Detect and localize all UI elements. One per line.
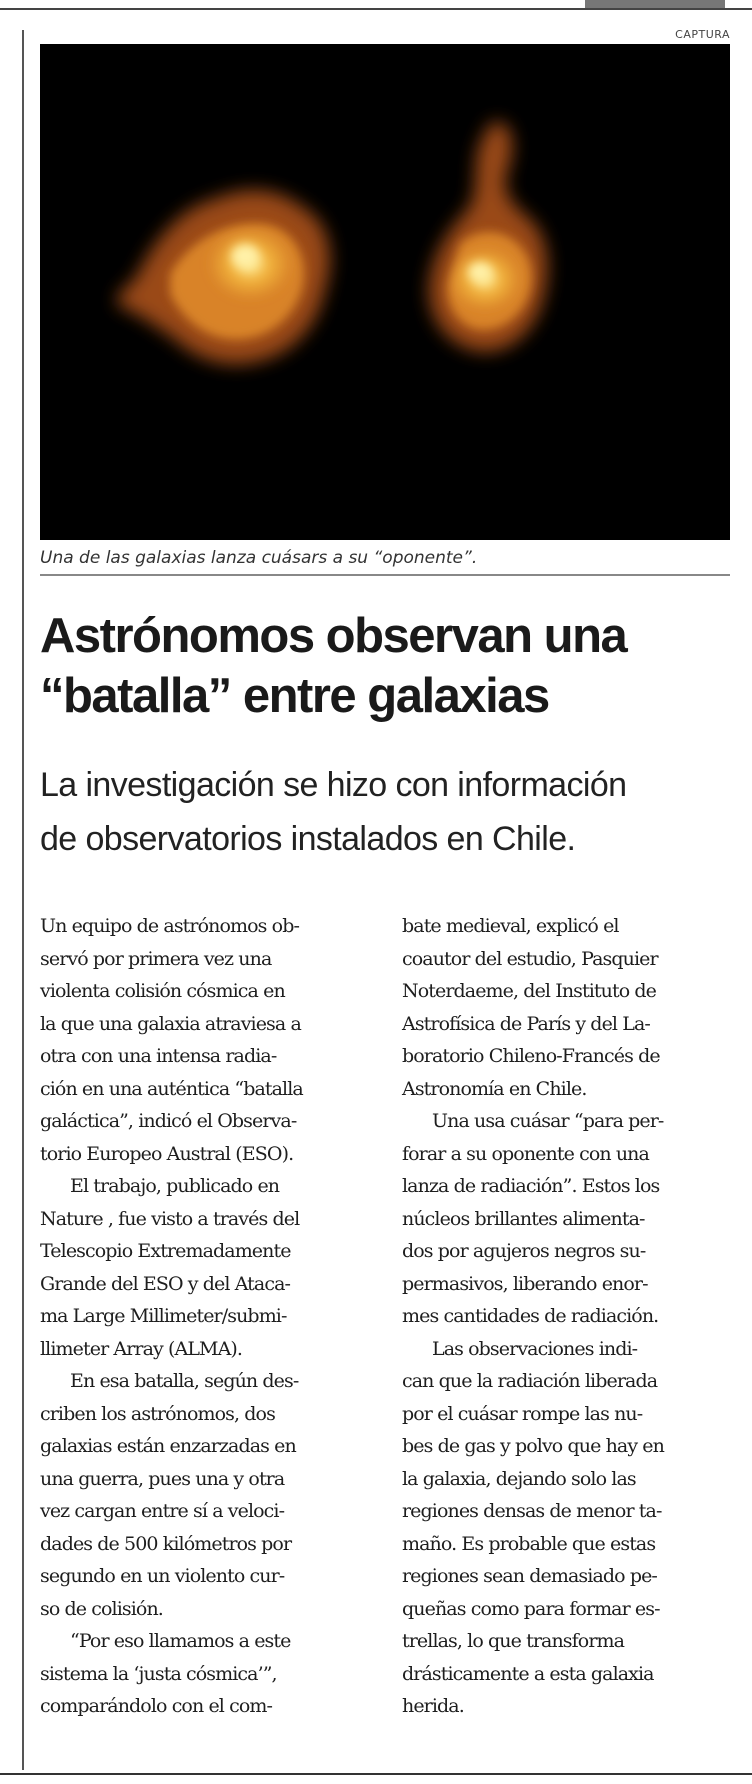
body-line: violenta colisión cósmica en: [40, 980, 285, 1002]
body-line: llimeter Array (ALMA).: [40, 1337, 243, 1360]
body-line: Un equipo de astrónomos ob-: [40, 915, 299, 937]
body-line: coautor del estudio, Pasquier: [402, 947, 658, 970]
body-line: Noterdaeme, del Instituto de: [402, 980, 657, 1002]
body-line: can que la radiación liberada: [402, 1370, 658, 1392]
photo-caption: Una de las galaxias lanza cuásars a su “oponente”.: [40, 548, 478, 568]
body-line: ción en una auténtica “batalla: [40, 1077, 303, 1100]
subheadline-line: de observatorios instalados en Chile.: [40, 820, 576, 858]
body-line: regiones sean demasiado pe-: [402, 1565, 657, 1587]
body-line: comparándolo con el com-: [40, 1695, 273, 1717]
top-rule-mark: [585, 0, 725, 8]
body-line: segundo en un violento cur-: [40, 1565, 285, 1587]
body-line: bate medieval, explicó el: [402, 915, 619, 937]
body-line: boratorio Chileno-Francés de: [402, 1045, 660, 1067]
body-line: dades de 500 kilómetros por: [40, 1532, 292, 1555]
headline: [40, 606, 740, 726]
body-line: la que una galaxia atraviesa a: [40, 1012, 301, 1035]
galaxy-image: [40, 44, 730, 540]
body-line: permasivos, liberando enor-: [402, 1272, 648, 1295]
column-gutter-rule: [22, 30, 24, 1770]
bottom-rule: [0, 1773, 752, 1775]
body-line: Grande del ESO y del Ataca-: [40, 1272, 291, 1295]
body-line: Telescopio Extremadamente: [40, 1240, 291, 1262]
body-line: Nature , fue visto a través del: [40, 1207, 300, 1230]
body-line: trellas, lo que transforma: [402, 1630, 625, 1652]
body-line: galaxias están enzarzadas en: [40, 1435, 296, 1457]
body-line: criben los astrónomos, dos: [40, 1402, 275, 1425]
body-line: so de colisión.: [40, 1597, 163, 1620]
body-line: núcleos brillantes alimenta-: [402, 1207, 645, 1230]
galaxy-photo: [40, 44, 730, 540]
body-column-left: [40, 910, 365, 1723]
body-line: Una usa cuásar “para per-: [432, 1110, 664, 1132]
subheadline: [40, 758, 740, 866]
body-line: una guerra, pues una y otra: [40, 1467, 285, 1490]
body-line: queñas como para formar es-: [402, 1597, 660, 1620]
body-line: forar a su oponente con una: [402, 1142, 649, 1165]
body-line: lanza de radiación”. Estos los: [402, 1175, 660, 1197]
body-line: servó por primera vez una: [40, 947, 272, 970]
body-line: regiones densas de menor ta-: [402, 1500, 662, 1522]
body-line: El trabajo, publicado en: [70, 1175, 280, 1197]
body-line: galáctica”, indicó el Observa-: [40, 1110, 297, 1132]
body-line: bes de gas y polvo que hay en: [402, 1435, 664, 1457]
subheadline-line: La investigación se hizo con información: [40, 766, 627, 804]
top-rule: [0, 8, 752, 10]
caption-rule: [40, 574, 730, 576]
body-line: Astrofísica de París y del La-: [402, 1012, 650, 1035]
headline-line: Astrónomos observan una: [40, 609, 627, 663]
body-column-right: [402, 910, 732, 1723]
body-line: torio Europeo Austral (ESO).: [40, 1142, 294, 1165]
body-line: la galaxia, dejando solo las: [402, 1467, 636, 1490]
body-line: vez cargan entre sí a veloci-: [40, 1500, 285, 1522]
body-line: otra con una intensa radia-: [40, 1045, 277, 1067]
body-line: Astronomía en Chile.: [402, 1077, 587, 1100]
body-line: sistema la ‘justa cósmica’”,: [40, 1662, 277, 1685]
body-line: Las observaciones indi-: [432, 1337, 638, 1360]
photo-credit: CAPTURA: [675, 28, 730, 41]
body-line: “Por eso llamamos a este: [70, 1630, 291, 1652]
body-line: por el cuásar rompe las nu-: [402, 1402, 643, 1425]
body-line: ma Large Millimeter/submi-: [40, 1305, 287, 1327]
body-line: drásticamente a esta galaxia: [402, 1662, 654, 1685]
body-line: maño. Es probable que estas: [402, 1532, 656, 1555]
body-line: En esa batalla, según des-: [70, 1370, 299, 1392]
body-line: dos por agujeros negros su-: [402, 1240, 646, 1262]
headline-line: “batalla” entre galaxias: [40, 669, 549, 723]
body-line: herida.: [402, 1695, 464, 1717]
body-line: mes cantidades de radiación.: [402, 1305, 659, 1327]
